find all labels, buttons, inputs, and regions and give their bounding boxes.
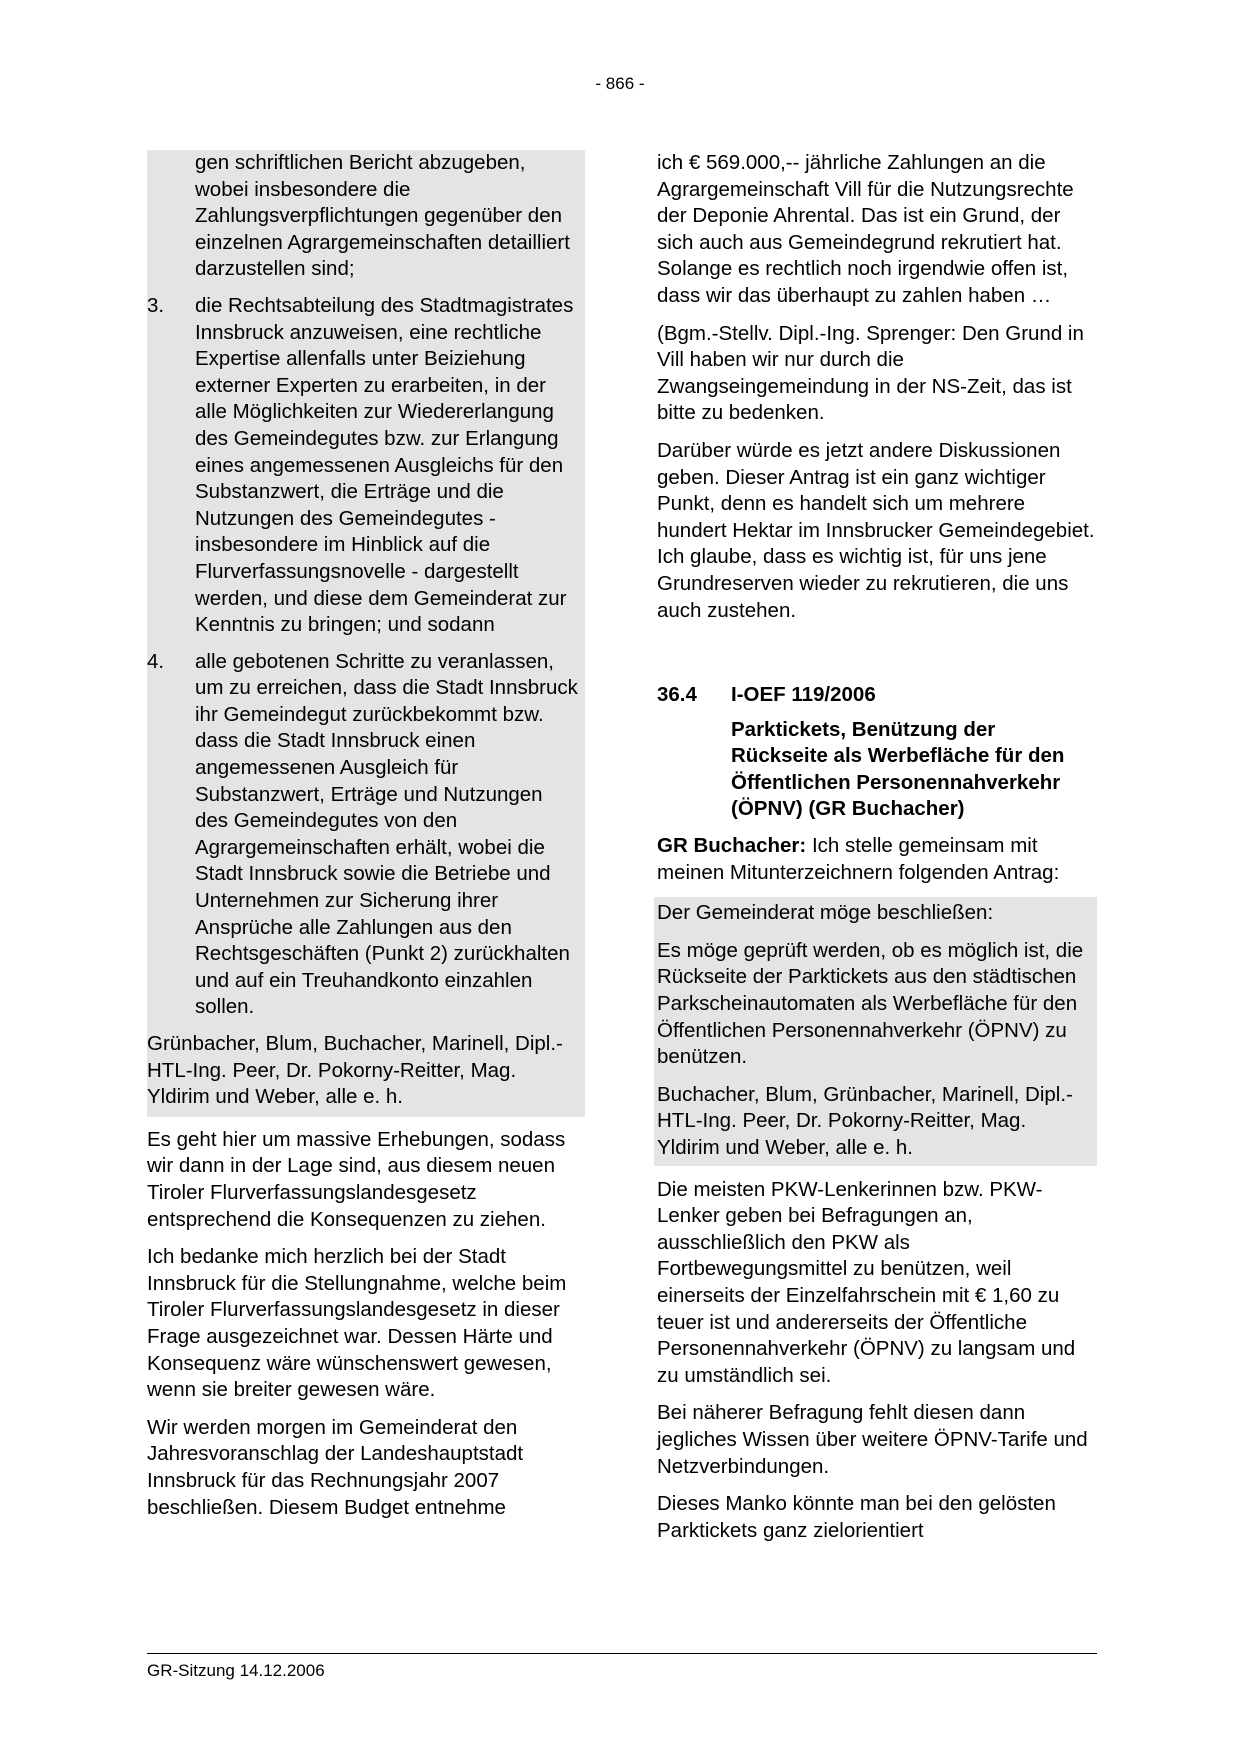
signatories-left: Grünbacher, Blum, Buchacher, Marinell, Dipl.-HTL-Ing. Peer, Dr. Pokorny-Reitter, Mag. Yldirim und Weber, alle e. h. — [147, 1032, 563, 1109]
item-number: 4. — [147, 649, 165, 673]
left-column — [147, 150, 585, 1521]
speaker-paragraph — [657, 833, 1097, 886]
motion-block-right — [654, 897, 1097, 1165]
paragraph: Darüber würde es jetzt andere Diskussionen geben. Dieser Antrag ist ein ganz wichtiger Punkt, denn es handelt sich um mehrere hundert Hektar im Innsbrucker Gemeindegebiet. Ich glaube, dass es wichtig ist, für uns jene Grundreserven wieder zu rekrutieren, die uns auch zustehen. — [657, 438, 1095, 622]
speaker-name: GR Buchacher: — [657, 834, 807, 858]
motion-item-3 — [147, 293, 581, 639]
paragraph: Es geht hier um massive Erhebungen, sodass wir dann in der Lage sind, aus diesem neuen Tiroler Flurverfassungslandesgesetz entsprechend die Konsequenzen zu ziehen. — [147, 1127, 566, 1231]
paragraph: Bei näherer Befragung fehlt diesen dann jegliches Wissen über weitere ÖPNV-Tarife und Netzverbindungen. — [657, 1401, 1088, 1478]
paragraph: Dieses Manko könnte man bei den gelösten Parktickets ganz zielorientiert — [657, 1492, 1056, 1542]
page-number: - 866 - — [595, 74, 645, 93]
motion-continuation: gen schriftlichen Bericht abzugeben, wobei insbesondere die Zahlungsverpflichtungen gegenüber den einzelnen Agrargemeinschaften detailliert darzustellen sind; — [195, 151, 570, 281]
speaker-text: Ich stelle gemeinsam mit meinen Mitunterzeichnern folgenden Antrag: — [657, 834, 1060, 884]
item-text: die Rechtsabteilung des Stadtmagistrates Innsbruck anzuweisen, eine rechtliche Expertise allenfalls unter Beiziehung externer Experten zu erarbeiten, in der alle Möglichkeiten zur Wiedererlangung des Gemeindegutes bzw. zur Erlangung eines angemessenen Ausgleichs für den Substanzwert, die Erträge und die Nutzungen des Gemeindegutes - insbesondere im Hinblick auf die Flurverfassungsnovelle - dargestellt werden, und diese dem Gemeinderat zur Kenntnis zu bringen; und sodann — [195, 293, 574, 637]
signatories-right: Buchacher, Blum, Grünbacher, Marinell, Dipl.-HTL-Ing. Peer, Dr. Pokorny-Reitter, Mag. Yldirim und Weber, alle e. h. — [657, 1082, 1073, 1159]
footer-divider — [147, 1653, 1097, 1654]
item-number: 3. — [147, 293, 165, 317]
motion-intro: Der Gemeinderat möge beschließen: — [657, 901, 994, 925]
paragraph: (Bgm.-Stellv. Dipl.-Ing. Sprenger: Den Grund in Vill haben wir nur durch die Zwangseingemeindung in der NS-Zeit, das ist bitte zu bedenken. — [657, 321, 1084, 425]
motion-item-4 — [147, 649, 581, 1021]
section-title: Parktickets, Benützung der Rückseite als Werbefläche für den Öffentlichen Personennahverkehr (ÖPNV) (GR Buchacher) — [731, 717, 1065, 821]
motion-text: Es möge geprüft werden, ob es möglich ist, die Rückseite der Parktickets aus den städtischen Parkscheinautomaten als Werbefläche für den Öffentlichen Personennahverkehr (ÖPNV) zu benützen. — [657, 938, 1084, 1069]
paragraph: Die meisten PKW-Lenkerinnen bzw. PKW-Lenker geben bei Befragungen an, ausschließlich den PKW als Fortbewegungsmittel zu benützen, weil einerseits der Einzelfahrschein mit € 1,60 zu teuer ist und andererseits der Öffentliche Personennahverkehr (ÖPNV) zu langsam und zu umständlich sei. — [657, 1177, 1076, 1387]
item-text: alle gebotenen Schritte zu veranlassen, um zu erreichen, dass die Stadt Innsbruck ihr Gemeindegut zurückbekommt bzw. dass die Stadt Innsbruck einen angemessenen Ausgleich für Substanzwert, Erträge und Nutzungen des Gemeindegutes von den Agrargemeinschaften erhält, wobei die Stadt Innsbruck sowie die Betriebe und Unternehmen zur Sicherung ihrer Ansprüche alle Zahlungen aus den Rechtsgeschäften (Punkt 2) zurückhalten und auf ein Treuhandkonto einzahlen sollen. — [195, 649, 578, 1019]
paragraph: ich € 569.000,-- jährliche Zahlungen an die Agrargemeinschaft Vill für die Nutzungsrechte der Deponie Ahrental. Das ist ein Grund, der sich auch aus Gemeindegrund rekrutiert hat. Solange es rechtlich noch irgendwie offen ist, dass wir das überhaupt zu zahlen haben … — [657, 151, 1074, 307]
section-heading — [657, 682, 1097, 709]
motion-block-left — [147, 150, 585, 1117]
paragraph: Ich bedanke mich herzlich bei der Stadt Innsbruck für die Stellungnahme, welche beim Tiroler Flurverfassungslandesgesetz in dieser Frage ausgezeichnet war. Dessen Härte und Konsequenz wäre wünschenswert gewesen, wenn sie breiter gewesen wäre. — [147, 1245, 567, 1402]
right-column — [657, 150, 1097, 1544]
section-code: I-OEF 119/2006 — [731, 683, 876, 707]
paragraph: Wir werden morgen im Gemeinderat den Jahresvoranschlag der Landeshauptstadt Innsbruck für das Rechnungsjahr 2007 beschließen. Diesem Budget entnehme — [147, 1415, 524, 1519]
section-number: 36.4 — [657, 683, 697, 707]
footer-session-date: GR-Sitzung 14.12.2006 — [147, 1661, 325, 1680]
